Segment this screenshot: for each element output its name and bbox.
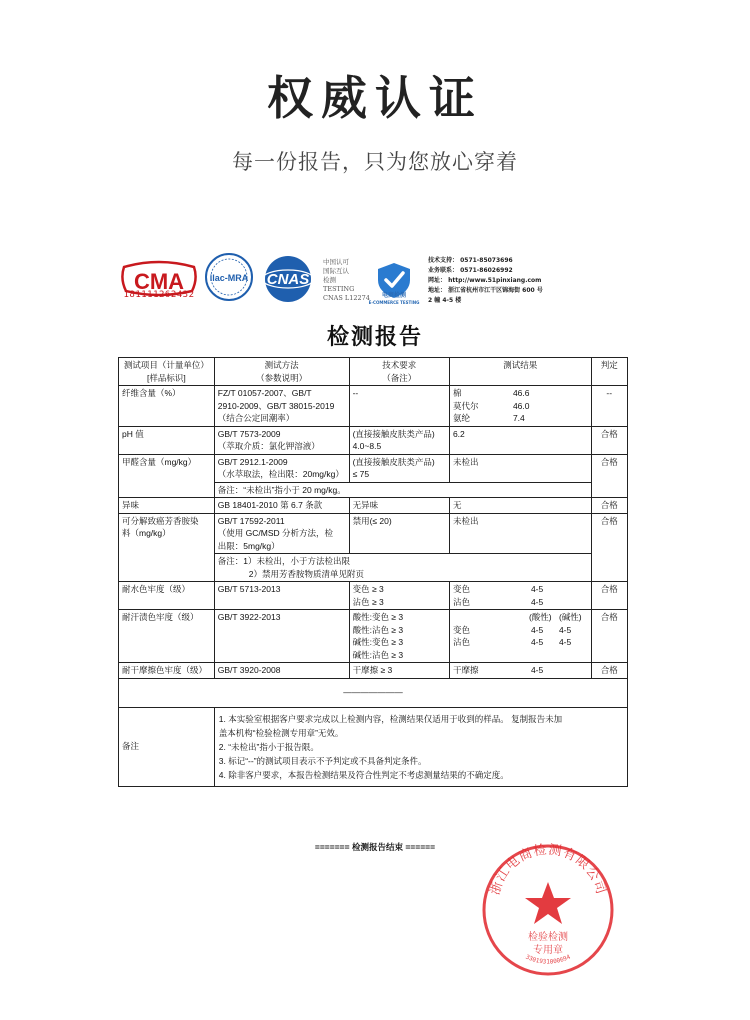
report-title: 检测报告 xyxy=(326,324,423,350)
header-item: 测试项目（计量单位） [样品标识] xyxy=(119,358,215,386)
judgement-cell: 合格 xyxy=(591,582,628,610)
requirement-cell: 干摩擦 ≥ 3 xyxy=(349,663,449,679)
remarks-content: 1. 本实验室根据客户要求完成以上检测内容，检测结果仅适用于收到的样品。 复制报告未加 盖本机构“检验检测专用章”无效。 2. “未检出”指小于报告限。 3. 标记“--”的测试项目表示不予判定或不具备判定条件。 4. 除非客户要求，本报告检测结果及符合性判定不考虑测量结果的不确定度。 xyxy=(214,707,627,786)
requirement-cell: (直接接触皮肤类产品) 4.0~8.5 xyxy=(349,426,449,454)
note-cell: 备注：1）未检出，小于方法检出限 2）禁用芳香胺物质清单见附页 xyxy=(214,554,591,582)
item-cell: 可分解致癌芳香胺染 料（mg/kg） xyxy=(119,513,215,582)
result-cell: 6.2 xyxy=(449,426,591,454)
note-cell: 备注：“未检出”指小于 20 mg/kg。 xyxy=(214,482,591,498)
item-cell: 甲醛含量（mg/kg） xyxy=(119,454,215,498)
cnas-logo-text: CNAS xyxy=(266,271,310,288)
method-cell: GB/T 17592-2011 （使用 GC/MSD 分析方法，检 出限：5mg/kg） xyxy=(214,513,349,554)
judgement-cell: -- xyxy=(591,386,628,427)
method-cell: GB/T 2912.1-2009 （水萃取法，检出限：20mg/kg） xyxy=(214,454,349,482)
test-report-table xyxy=(118,357,628,787)
seal-number-text: 3301931000694 xyxy=(524,953,572,966)
table-row xyxy=(119,426,628,454)
table-row xyxy=(119,454,628,482)
requirement-cell: 禁用(≤ 20) xyxy=(349,513,449,554)
item-cell: 耐汗渍色牢度（级） xyxy=(119,610,215,663)
seal-star-icon xyxy=(525,882,571,924)
table-row xyxy=(119,386,628,427)
seal-purpose-2: 专用章 xyxy=(533,945,563,956)
cnas-logo xyxy=(258,254,318,304)
official-seal-stamp xyxy=(478,840,618,980)
item-cell: 耐干摩擦色牢度（级） xyxy=(119,663,215,679)
cma-number: 181111262432 xyxy=(123,290,195,300)
requirement-cell: 无异味 xyxy=(349,498,449,514)
header-requirement: 技术要求 （备注） xyxy=(349,358,449,386)
judgement-cell: 合格 xyxy=(591,663,628,679)
result-cell: (酸性) (碱性) 变色 4-5 4-5 沾色 4-5 4-5 xyxy=(449,610,591,663)
method-cell: GB/T 7573-2009 （萃取介质：氯化钾溶液） xyxy=(214,426,349,454)
item-cell: 纤维含量（%） xyxy=(119,386,215,427)
table-blank-row xyxy=(119,678,628,707)
item-cell: pH 值 xyxy=(119,426,215,454)
judgement-cell: 合格 xyxy=(591,498,628,514)
item-cell: 耐水色牢度（级） xyxy=(119,582,215,610)
item-cell: 异味 xyxy=(119,498,215,514)
page-title: 权威认证 xyxy=(267,71,483,125)
seal-purpose-1: 检验检测 xyxy=(528,932,568,943)
header-judgement: 判定 xyxy=(591,358,628,386)
result-cell: 未检出 xyxy=(449,513,591,554)
cnas-caption: 中国认可 国际互认 检测 TESTING CNAS L12274 xyxy=(323,258,370,302)
ecommerce-testing-label: 电商检测 E-COMMERCE TESTING xyxy=(368,292,420,305)
blank-line-cell: ——————— xyxy=(119,678,628,707)
page-subtitle: 每一份报告，只为您放心穿着 xyxy=(232,150,518,174)
ilac-logo-text: ilac-MRA xyxy=(209,273,249,283)
table-row xyxy=(119,663,628,679)
report-end-marker: ======= 检测报告结束 ====== xyxy=(314,842,436,852)
result-cell: 无 xyxy=(449,498,591,514)
certification-logos xyxy=(118,252,638,312)
header-result: 测试结果 xyxy=(449,358,591,386)
lab-contact-info: 技术支持： 0571-85073696 业务联系： 0571-86026992 网址： http://www.51pinxiang.com 地址： 浙江省杭州市江干区锦海街 600 号 2 幢 4-5 楼 xyxy=(428,257,543,304)
judgement-cell: 合格 xyxy=(591,513,628,582)
requirement-cell: -- xyxy=(349,386,449,427)
judgement-cell: 合格 xyxy=(591,454,628,498)
cma-logo-text: CMA xyxy=(133,269,185,294)
table-row xyxy=(119,513,628,554)
ilac-mra-logo xyxy=(204,252,254,302)
header-method: 测试方法 （参数说明） xyxy=(214,358,349,386)
remarks-row xyxy=(119,707,628,786)
remarks-label: 备注 xyxy=(119,707,215,786)
method-cell: GB/T 5713-2013 xyxy=(214,582,349,610)
table-row xyxy=(119,610,628,663)
result-cell: 变色 4-5 沾色 4-5 xyxy=(449,582,591,610)
seal-organization-text: 浙江电商检测有限公司 xyxy=(487,842,609,897)
requirement-cell: (直接接触皮肤类产品) ≤ 75 xyxy=(349,454,449,482)
result-cell: 未检出 xyxy=(449,454,591,482)
judgement-cell: 合格 xyxy=(591,610,628,663)
method-cell: GB 18401-2010 第 6.7 条款 xyxy=(214,498,349,514)
table-header-row xyxy=(119,358,628,386)
requirement-cell: 酸性:变色 ≥ 3 酸性:沾色 ≥ 3 碱性:变色 ≥ 3 碱性:沾色 ≥ 3 xyxy=(349,610,449,663)
method-cell: GB/T 3920-2008 xyxy=(214,663,349,679)
method-cell: FZ/T 01057-2007、GB/T 2910-2009、GB/T 38015-2019 （结合公定回潮率） xyxy=(214,386,349,427)
requirement-cell: 变色 ≥ 3 沾色 ≥ 3 xyxy=(349,582,449,610)
result-cell: 干摩擦 4-5 xyxy=(449,663,591,679)
method-cell: GB/T 3922-2013 xyxy=(214,610,349,663)
table-row xyxy=(119,498,628,514)
judgement-cell: 合格 xyxy=(591,426,628,454)
table-row xyxy=(119,582,628,610)
result-cell: 棉 46.6 莫代尔 46.0 氨纶 7.4 xyxy=(449,386,591,427)
